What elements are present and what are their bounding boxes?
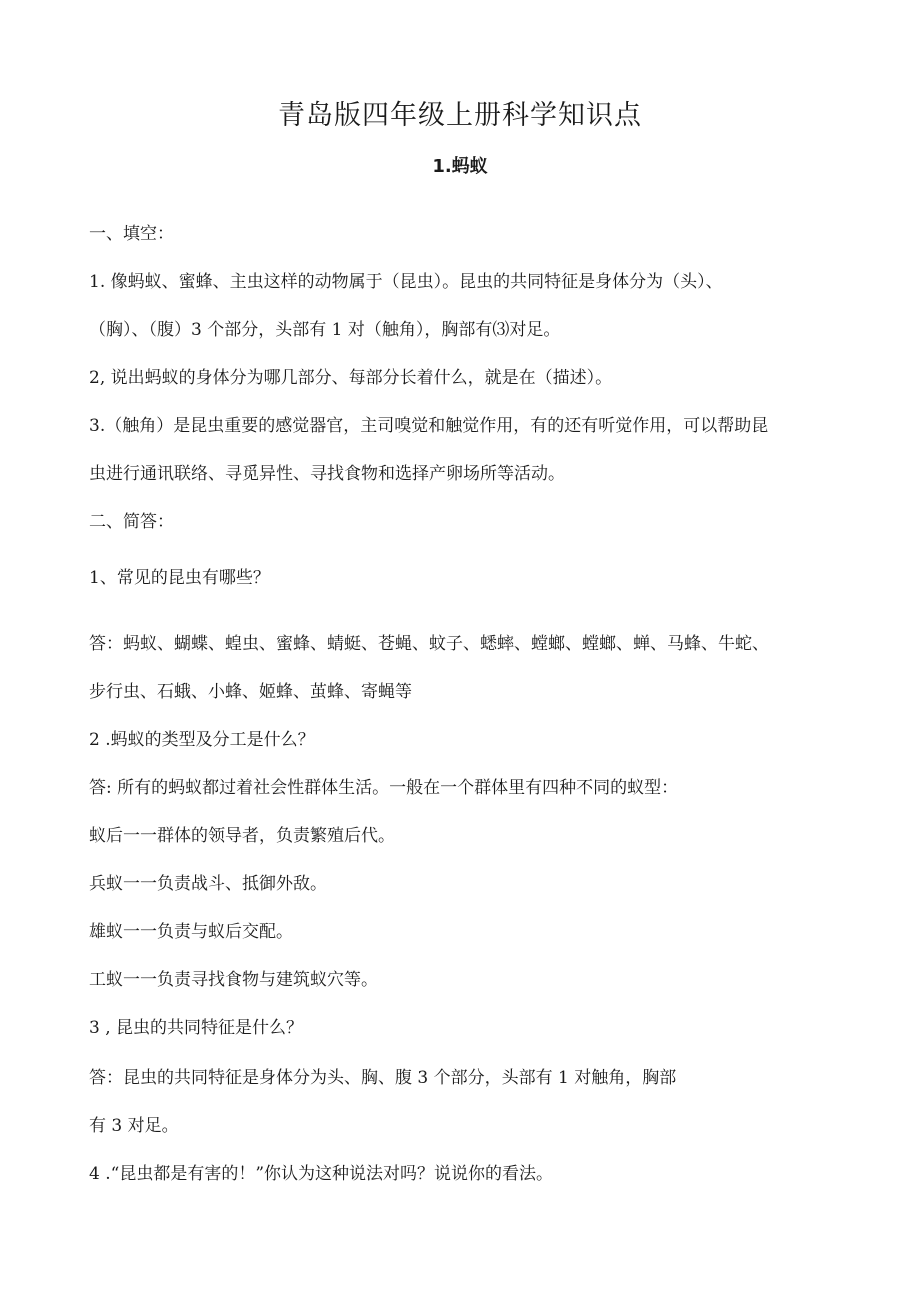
answer-line: 答：昆虫的共同特征是身体分为头、胸、腹 3 个部分，头部有 1 对触角，胸部 [89, 1068, 677, 1088]
question-line: 3 , 昆虫的共同特征是什么？ [89, 1018, 304, 1038]
answer-line: 工蚁一一负责寻找食物与建筑蚁穴等。 [89, 970, 378, 990]
answer-line: 答：蚂蚁、蝴蝶、蝗虫、蜜蜂、蜻蜓、苍蝇、蚊子、蟋蟀、螳螂、螳螂、蝉、马蜂、牛蛇、 [89, 634, 769, 654]
document-title: 青岛版四年级上册科学知识点 [278, 100, 642, 131]
question-line: 2 .蚂蚁的类型及分工是什么？ [89, 730, 315, 750]
answer-line: 兵蚁一一负责战斗、抵御外敌。 [89, 874, 327, 894]
answer-line: 答: 所有的蚂蚁都过着社会性群体生活。一般在一个群体里有四种不同的蚁型： [89, 778, 679, 798]
paragraph-line: （胸）、（腹）3 个部分，头部有 1 对（触角），胸部有⑶对足。 [89, 320, 561, 340]
paragraph-line: 1. 像蚂蚁、蜜蜂、主虫这样的动物属于（昆虫）。昆虫的共同特征是身体分为（头）、 [89, 272, 723, 292]
section-heading: 1.蚂蚁 [432, 156, 488, 177]
question-line: 1、常见的昆虫有哪些？ [89, 568, 270, 588]
paragraph-line: 虫进行通讯联络、寻觅异性、寻找食物和选择产卵场所等活动。 [89, 464, 565, 484]
fill-blank-heading: 一、填空： [89, 224, 174, 244]
question-line: 4 .“昆虫都是有害的！”你认为这种说法对吗？说说你的看法。 [89, 1164, 554, 1184]
paragraph-line: 2, 说出蚂蚁的身体分为哪几部分、每部分长着什么，就是在（描述）。 [89, 368, 613, 388]
answer-line: 蚁后一一群体的领导者，负责繁殖后代。 [89, 826, 395, 846]
answer-line: 雄蚁一一负责与蚁后交配。 [89, 922, 293, 942]
answer-line: 有 3 对足。 [89, 1116, 179, 1136]
short-answer-heading: 二、简答： [89, 512, 174, 532]
paragraph-line: 3.（触角）是昆虫重要的感觉器官，主司嗅觉和触觉作用，有的还有听觉作用，可以帮助昆 [89, 416, 769, 436]
answer-line: 步行虫、石蛾、小蜂、姬蜂、茧蜂、寄蝇等 [89, 682, 412, 702]
